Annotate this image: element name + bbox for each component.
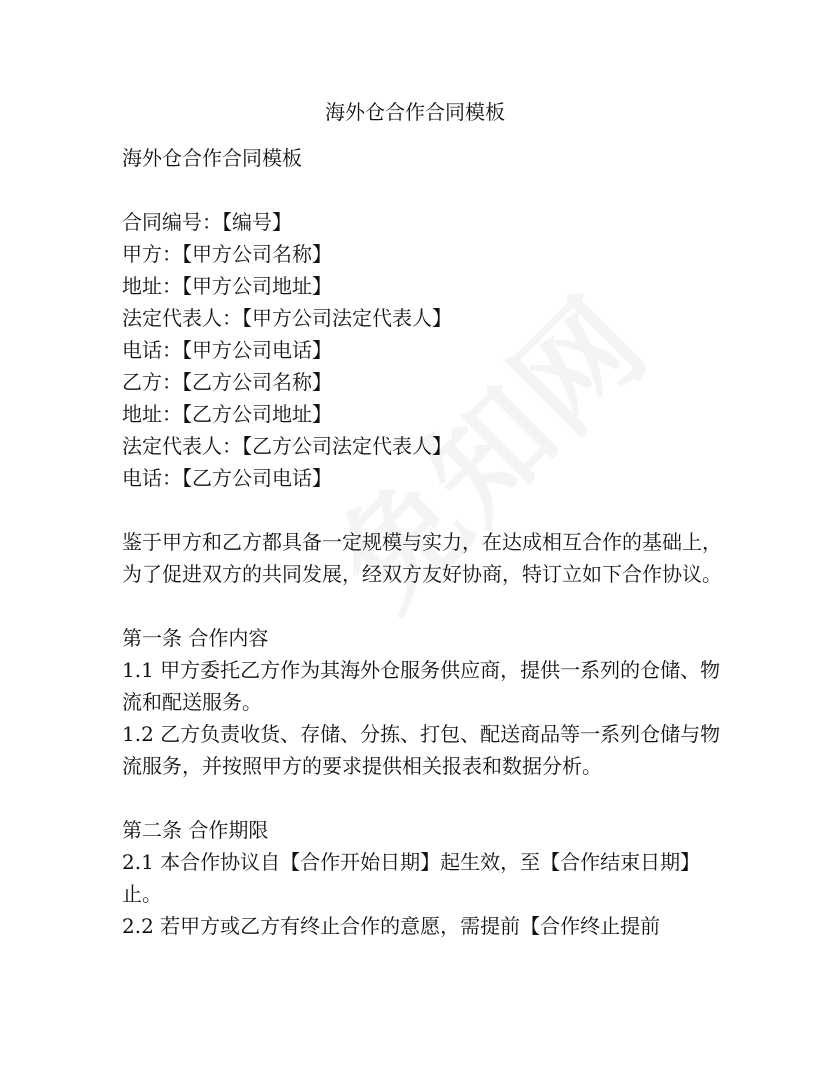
contract-number: 合同编号：【编号】: [122, 210, 292, 234]
article-1-clause-1: 1.1 甲方委托乙方作为其海外仓服务供应商，提供一系列的仓储、物流和配送服务。: [122, 658, 721, 714]
document-heading: 海外仓合作合同模板: [122, 146, 302, 170]
party-b-representative: 法定代表人：【乙方公司法定代表人】: [122, 434, 452, 458]
document-title: 海外仓合作合同模板: [325, 100, 505, 124]
party-a-address: 地址：【甲方公司地址】: [122, 274, 332, 298]
party-b-name: 乙方：【乙方公司名称】: [122, 370, 332, 394]
article-2-clause-2: 2.2 若甲方或乙方有终止合作的意愿，需提前【合作终止提前: [122, 914, 661, 938]
party-b-phone: 电话：【乙方公司电话】: [122, 466, 332, 490]
article-2-heading: 第二条 合作期限: [122, 818, 269, 842]
party-a-name: 甲方：【甲方公司名称】: [122, 242, 332, 266]
party-a-phone: 电话：【甲方公司电话】: [122, 338, 332, 362]
preamble-paragraph: 鉴于甲方和乙方都具备一定规模与实力，在达成相互合作的基础上，为了促进双方的共同发展，经双方友好协商，特订立如下合作协议。: [122, 530, 722, 586]
document-body: [122, 142, 722, 942]
article-2-clause-1: 2.1 本合作协议自【合作开始日期】起生效，至【合作结束日期】止。: [122, 850, 701, 906]
party-a-representative: 法定代表人：【甲方公司法定代表人】: [122, 306, 452, 330]
article-1-clause-2: 1.2 乙方负责收货、存储、分拣、打包、配送商品等一系列仓储与物流服务，并按照甲方的要求提供相关报表和数据分析。: [122, 722, 721, 778]
article-1-heading: 第一条 合作内容: [122, 626, 269, 650]
party-b-address: 地址：【乙方公司地址】: [122, 402, 332, 426]
